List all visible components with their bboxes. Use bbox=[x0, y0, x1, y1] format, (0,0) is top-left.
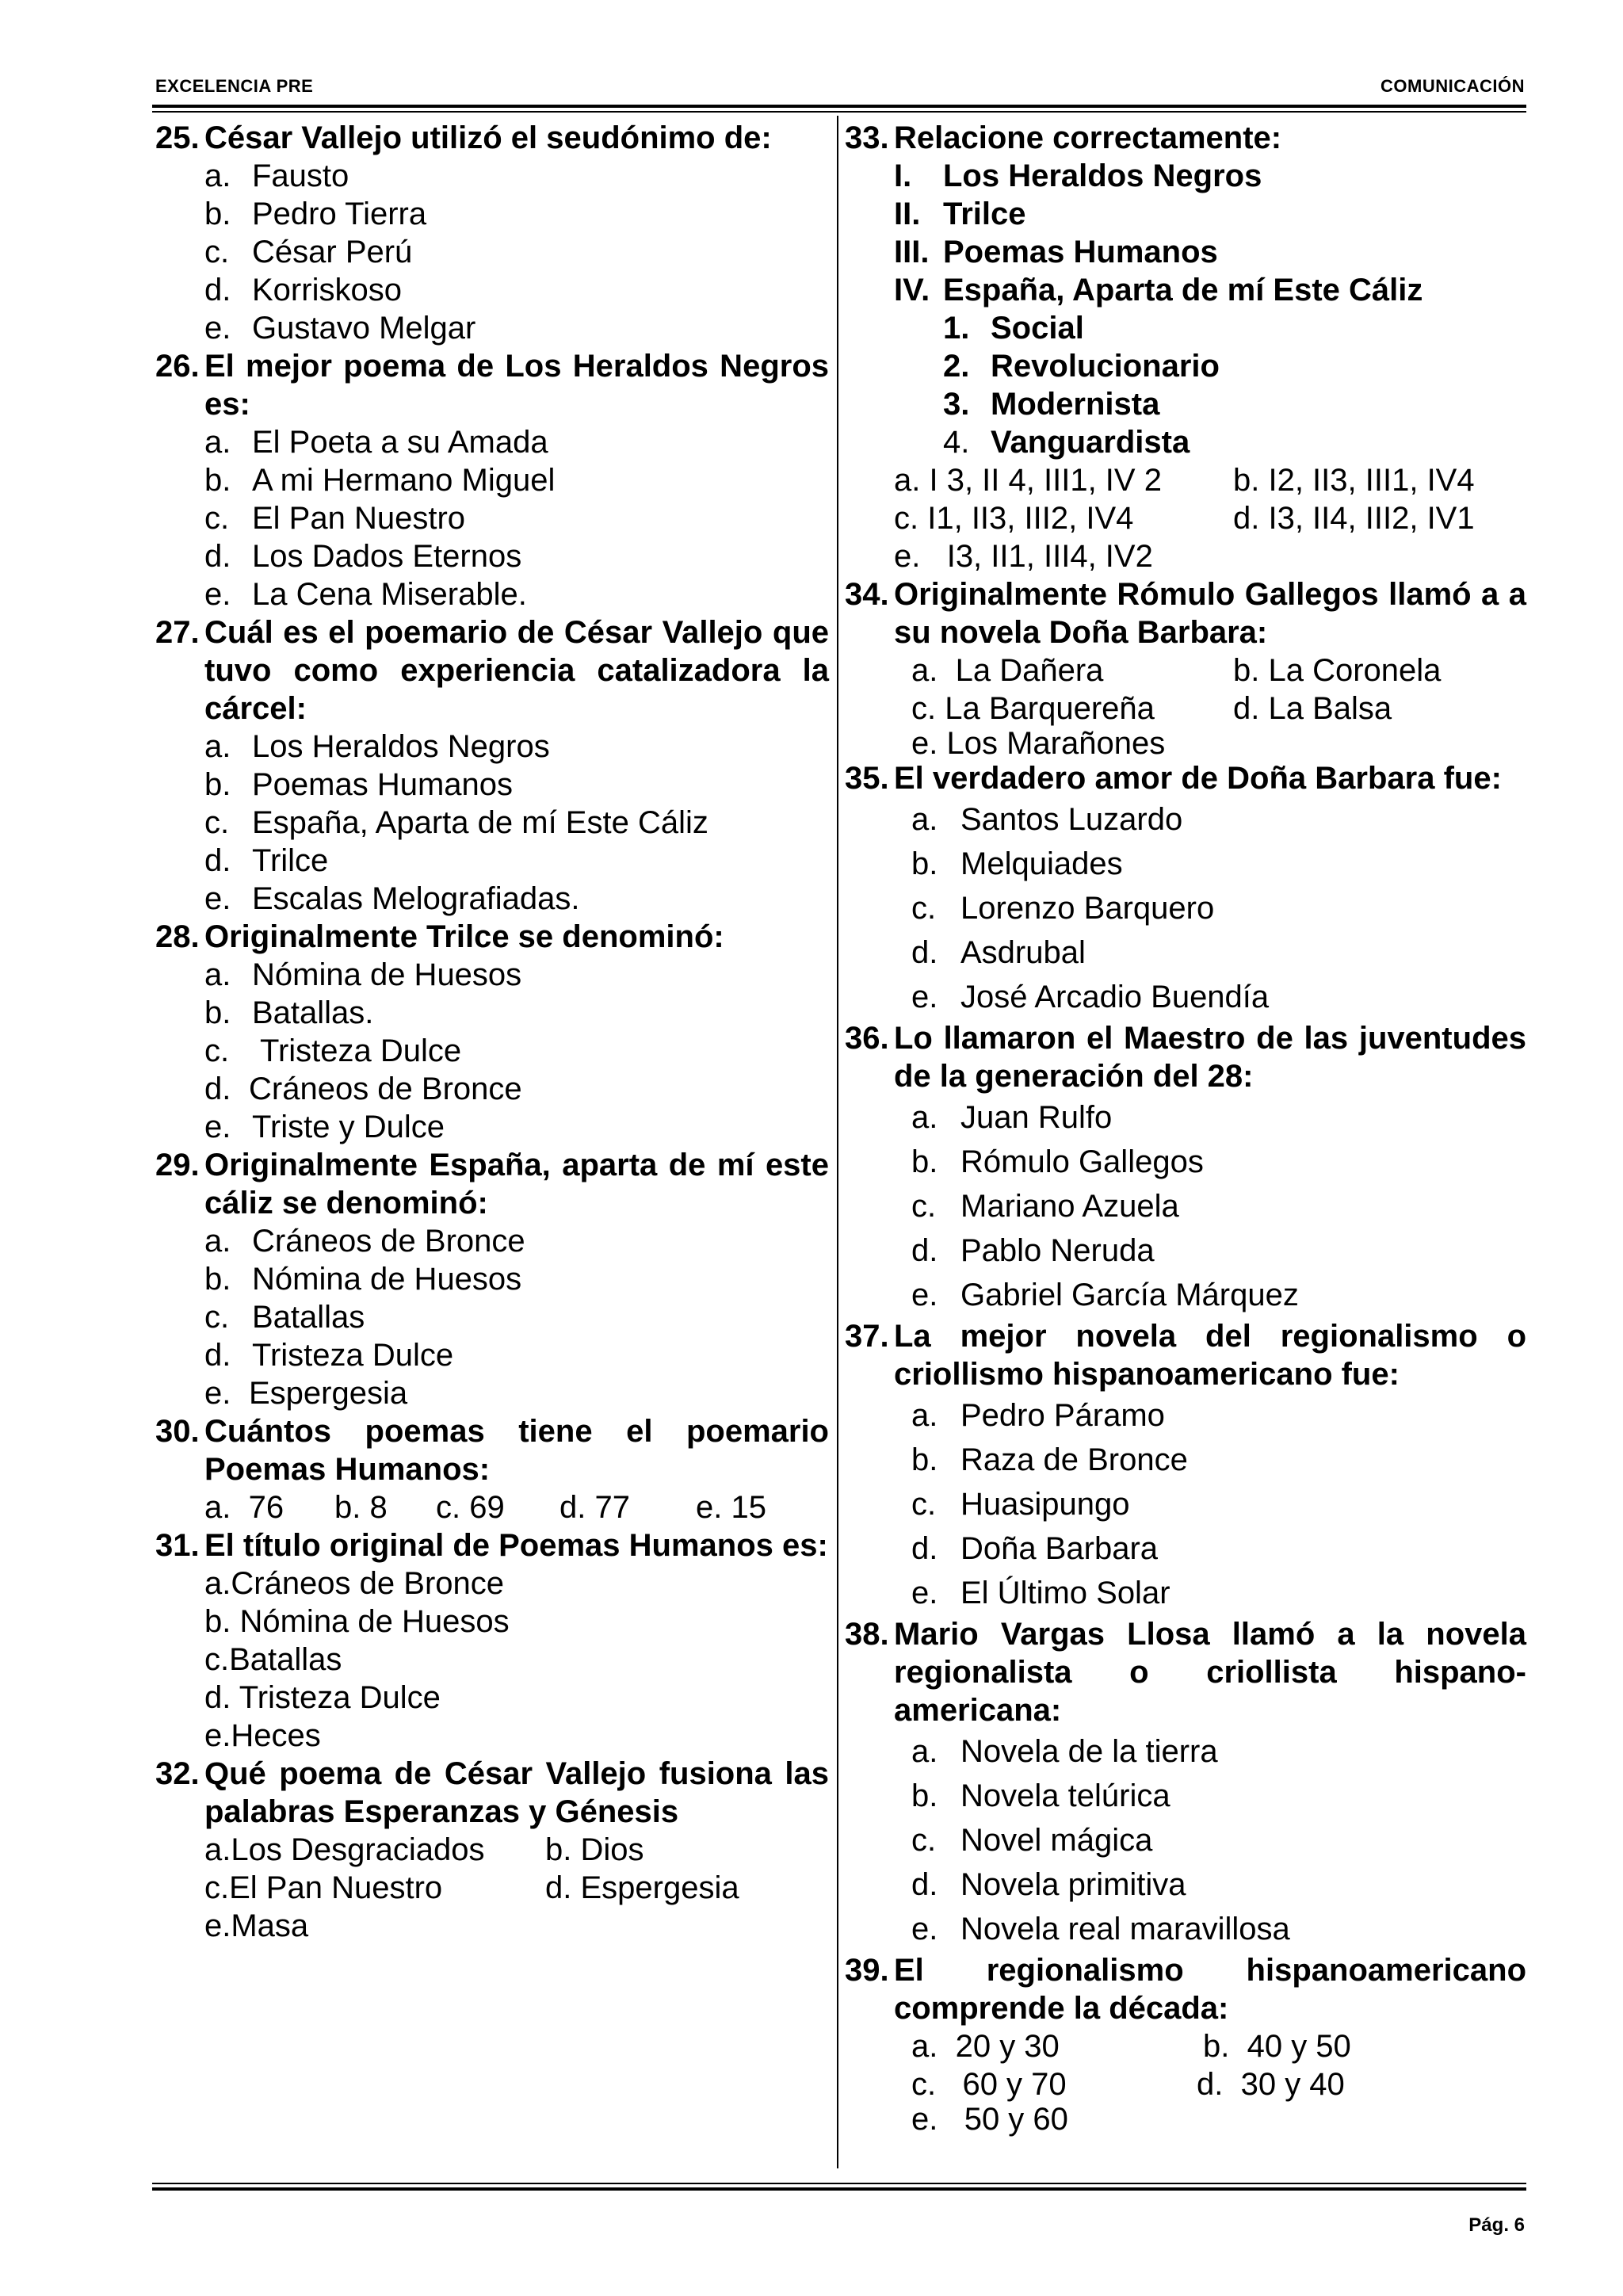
arabic-numeral: 2. bbox=[943, 349, 970, 384]
option-text: España, Aparta de mí Este Cáliz bbox=[252, 805, 708, 840]
option-c: c. I1, II3, III2, IV4 bbox=[894, 501, 1134, 536]
arabic-item: Revolucionario bbox=[991, 349, 1220, 384]
option-e: e. 50 y 60 bbox=[911, 2102, 1068, 2137]
question-text: Cuál es el poemario de César Vallejo que tuvo como experiencia catalizadora la cárcel: bbox=[204, 615, 829, 726]
header-left: EXCELENCIA PRE bbox=[155, 76, 314, 96]
option-text: Novela real maravillosa bbox=[960, 1912, 1290, 1946]
option-letter: e. bbox=[911, 1576, 938, 1610]
question-number: 35. bbox=[845, 761, 889, 796]
option-letter: e. bbox=[204, 1376, 231, 1411]
option-letter: a. bbox=[204, 957, 231, 992]
question-27 bbox=[155, 613, 829, 918]
option-d: d. I3, II4, III2, IV1 bbox=[1233, 501, 1475, 536]
question-text: Cuántos poemas tiene el poemario Poemas Humanos: bbox=[204, 1414, 829, 1487]
header-rule bbox=[152, 105, 1526, 108]
arabic-item: Vanguardista bbox=[991, 425, 1190, 460]
option-text: Nómina de Huesos bbox=[252, 957, 522, 992]
roman-item: Los Heraldos Negros bbox=[943, 159, 1262, 193]
question-text: El mejor poema de Los Heraldos Negros es: bbox=[204, 349, 829, 422]
question-33 bbox=[845, 119, 1526, 575]
question-number: 28. bbox=[155, 919, 200, 954]
option-text: Poemas Humanos bbox=[252, 767, 514, 802]
option-letter: a. bbox=[204, 425, 231, 460]
question-text: Qué poema de César Vallejo fusiona las palabras Esperanzas y Génesis bbox=[204, 1756, 829, 1829]
option-text: Korriskoso bbox=[252, 273, 402, 308]
option-c: c. 60 y 70 bbox=[911, 2067, 1067, 2102]
option-letter: e. bbox=[911, 1278, 938, 1312]
option-text: Gustavo Melgar bbox=[252, 311, 476, 346]
option-text: Novela telúrica bbox=[960, 1778, 1170, 1813]
question-number: 32. bbox=[155, 1756, 200, 1791]
arabic-numeral: 4. bbox=[943, 425, 970, 460]
option-text: Fausto bbox=[252, 159, 349, 193]
roman-item: España, Aparta de mí Este Cáliz bbox=[943, 273, 1423, 308]
option-letter: e. bbox=[911, 1912, 938, 1946]
question-28 bbox=[155, 918, 829, 1146]
arabic-numeral: 1. bbox=[943, 311, 970, 346]
option-b: b. 40 y 50 bbox=[1203, 2029, 1351, 2064]
question-number: 26. bbox=[155, 349, 200, 384]
option-text: Novela primitiva bbox=[960, 1867, 1186, 1902]
option-e: e. 15 bbox=[696, 1490, 766, 1525]
option-b: b. I2, II3, III1, IV4 bbox=[1233, 463, 1475, 498]
option-text: Cráneos de Bronce bbox=[252, 1224, 525, 1259]
option-letter: e. bbox=[204, 577, 231, 612]
arabic-item: Modernista bbox=[991, 387, 1160, 422]
option-e: e.Heces bbox=[204, 1718, 321, 1753]
option-letter: a. bbox=[911, 1734, 938, 1769]
question-text: Originalmente España, aparta de mí este cáliz se denominó: bbox=[204, 1148, 829, 1221]
option-text: César Perú bbox=[252, 235, 413, 269]
roman-numeral: I. bbox=[894, 159, 912, 193]
footer-rule-thin bbox=[152, 2183, 1526, 2184]
option-c: c. La Barquereña bbox=[911, 691, 1155, 726]
option-b: b. 8 bbox=[334, 1490, 388, 1525]
option-a: a. I 3, II 4, III1, IV 2 bbox=[894, 463, 1162, 498]
option-letter: a. bbox=[204, 159, 231, 193]
option-letter: d. bbox=[204, 273, 231, 308]
option-text: Batallas bbox=[252, 1300, 365, 1335]
option-letter: d. bbox=[911, 935, 938, 970]
question-text: Relacione correctamente: bbox=[894, 120, 1282, 155]
option-text: José Arcadio Buendía bbox=[960, 980, 1270, 1014]
option-text: Escalas Melografiadas. bbox=[252, 881, 580, 916]
option-text: Juan Rulfo bbox=[960, 1100, 1113, 1135]
option-text: Nómina de Huesos bbox=[252, 1262, 522, 1297]
option-text: Pablo Neruda bbox=[960, 1233, 1155, 1268]
option-text: Santos Luzardo bbox=[960, 802, 1183, 837]
left-column bbox=[155, 119, 829, 1945]
option-text: Cráneos de Bronce bbox=[249, 1072, 522, 1106]
question-text: El regionalismo hispanoamericano comprende la década: bbox=[894, 1953, 1526, 2026]
question-text: Originalmente Rómulo Gallegos llamó a a su novela Doña Barbara: bbox=[894, 577, 1526, 650]
option-letter: b. bbox=[204, 767, 231, 802]
question-text: Originalmente Trilce se denominó: bbox=[204, 919, 724, 954]
option-a: a.Cráneos de Bronce bbox=[204, 1566, 505, 1601]
question-38 bbox=[845, 1615, 1526, 1951]
option-d: d. Tristeza Dulce bbox=[204, 1680, 441, 1715]
option-letter: c. bbox=[911, 1189, 937, 1224]
option-text: El Poeta a su Amada bbox=[252, 425, 548, 460]
option-text: Novela de la tierra bbox=[960, 1734, 1218, 1769]
roman-numeral: II. bbox=[894, 197, 921, 231]
option-text: Tristeza Dulce bbox=[260, 1033, 462, 1068]
question-36 bbox=[845, 1019, 1526, 1317]
option-text: Los Heraldos Negros bbox=[252, 729, 550, 764]
option-letter: a. bbox=[911, 802, 938, 837]
option-letter: b. bbox=[204, 463, 231, 498]
option-text: Novel mágica bbox=[960, 1823, 1153, 1858]
option-text: Pedro Páramo bbox=[960, 1398, 1165, 1433]
option-letter: d. bbox=[911, 1531, 938, 1566]
option-letter: d. bbox=[204, 843, 231, 878]
option-d: d. Espergesia bbox=[545, 1870, 739, 1905]
roman-item: Trilce bbox=[943, 197, 1026, 231]
option-letter: b. bbox=[204, 995, 231, 1030]
question-39 bbox=[845, 1951, 1526, 2135]
option-letter: c. bbox=[911, 1823, 937, 1858]
option-c: c.El Pan Nuestro bbox=[204, 1870, 443, 1905]
question-number: 34. bbox=[845, 577, 889, 612]
roman-numeral: III. bbox=[894, 235, 930, 269]
option-text: Huasipungo bbox=[960, 1487, 1130, 1522]
roman-numeral: IV. bbox=[894, 273, 930, 308]
question-number: 27. bbox=[155, 615, 200, 650]
option-a: a. La Dañera bbox=[911, 653, 1104, 688]
arabic-item: Social bbox=[991, 311, 1084, 346]
question-text: El verdadero amor de Doña Barbara fue: bbox=[894, 761, 1502, 796]
footer-rule bbox=[152, 2187, 1526, 2191]
option-text: Melquiades bbox=[960, 846, 1123, 881]
option-d: d. 77 bbox=[559, 1490, 630, 1525]
option-text: Doña Barbara bbox=[960, 1531, 1159, 1566]
option-text: Trilce bbox=[252, 843, 329, 878]
option-d: d. 30 y 40 bbox=[1197, 2067, 1345, 2102]
header-right: COMUNICACIÓN bbox=[1381, 76, 1525, 96]
option-letter: c. bbox=[204, 501, 230, 536]
option-letter: c. bbox=[204, 1033, 230, 1068]
question-31 bbox=[155, 1526, 829, 1755]
question-text: El título original de Poemas Humanos es: bbox=[204, 1528, 828, 1563]
question-number: 30. bbox=[155, 1414, 200, 1449]
option-b: b. La Coronela bbox=[1233, 653, 1442, 688]
question-number: 25. bbox=[155, 120, 200, 155]
option-text: El Pan Nuestro bbox=[252, 501, 466, 536]
option-letter: e. bbox=[911, 980, 938, 1014]
page-number: Pág. 6 bbox=[1468, 2214, 1525, 2236]
right-column bbox=[845, 119, 1526, 2135]
option-text: Los Dados Eternos bbox=[252, 539, 522, 574]
question-35 bbox=[845, 759, 1526, 1019]
option-letter: b. bbox=[204, 1262, 231, 1297]
option-letter: b. bbox=[911, 846, 938, 881]
option-letter: b. bbox=[911, 1442, 938, 1477]
option-text: Lorenzo Barquero bbox=[960, 891, 1215, 926]
option-a: a.Los Desgraciados bbox=[204, 1832, 485, 1867]
option-text: Gabriel García Márquez bbox=[960, 1278, 1299, 1312]
option-letter: b. bbox=[911, 1778, 938, 1813]
option-c: c. 69 bbox=[436, 1490, 505, 1525]
column-divider bbox=[837, 116, 838, 2168]
question-25 bbox=[155, 119, 829, 347]
option-b: b. Dios bbox=[545, 1832, 644, 1867]
question-number: 29. bbox=[155, 1148, 200, 1182]
option-text: Espergesia bbox=[249, 1376, 408, 1411]
option-e: e. I3, II1, III4, IV2 bbox=[894, 539, 1153, 574]
option-text: Rómulo Gallegos bbox=[960, 1144, 1204, 1179]
question-text: La mejor novela del regionalismo o criollismo hispanoamericano fue: bbox=[894, 1319, 1526, 1392]
option-letter: d. bbox=[204, 1072, 231, 1106]
option-letter: c. bbox=[204, 805, 230, 840]
question-text: Mario Vargas Llosa llamó a la novela regionalista o criollista hispano-americana: bbox=[894, 1617, 1526, 1728]
option-text: Tristeza Dulce bbox=[252, 1338, 454, 1373]
option-text: Triste y Dulce bbox=[252, 1110, 445, 1144]
option-letter: a. bbox=[204, 1224, 231, 1259]
question-37 bbox=[845, 1317, 1526, 1615]
option-letter: c. bbox=[911, 1487, 937, 1522]
option-c: c.Batallas bbox=[204, 1642, 342, 1677]
option-a: a. 20 y 30 bbox=[911, 2029, 1060, 2064]
question-29 bbox=[155, 1146, 829, 1412]
option-letter: a. bbox=[204, 729, 231, 764]
option-text: Asdrubal bbox=[960, 935, 1086, 970]
option-letter: d. bbox=[204, 539, 231, 574]
question-number: 38. bbox=[845, 1617, 889, 1652]
question-number: 33. bbox=[845, 120, 889, 155]
option-d: d. La Balsa bbox=[1233, 691, 1392, 726]
option-a: a. 76 bbox=[204, 1490, 285, 1525]
option-letter: e. bbox=[204, 1110, 231, 1144]
option-letter: c. bbox=[911, 891, 937, 926]
question-number: 31. bbox=[155, 1528, 200, 1563]
option-letter: a. bbox=[911, 1100, 938, 1135]
option-e: e. Los Marañones bbox=[911, 726, 1166, 761]
option-text: A mi Hermano Miguel bbox=[252, 463, 556, 498]
option-text: Pedro Tierra bbox=[252, 197, 427, 231]
option-letter: e. bbox=[204, 311, 231, 346]
option-text: Batallas. bbox=[252, 995, 374, 1030]
header-rule-thin bbox=[152, 111, 1526, 113]
question-number: 36. bbox=[845, 1021, 889, 1056]
question-number: 39. bbox=[845, 1953, 889, 1988]
option-letter: d. bbox=[911, 1867, 938, 1902]
arabic-numeral: 3. bbox=[943, 387, 970, 422]
option-letter: b. bbox=[911, 1144, 938, 1179]
question-number: 37. bbox=[845, 1319, 889, 1354]
option-letter: d. bbox=[911, 1233, 938, 1268]
option-text: La Cena Miserable. bbox=[252, 577, 527, 612]
question-text: César Vallejo utilizó el seudónimo de: bbox=[204, 120, 772, 155]
question-26 bbox=[155, 347, 829, 613]
option-e: e.Masa bbox=[204, 1908, 309, 1943]
option-letter: c. bbox=[204, 235, 230, 269]
option-letter: a. bbox=[911, 1398, 938, 1433]
question-32 bbox=[155, 1755, 829, 1945]
option-text: Mariano Azuela bbox=[960, 1189, 1179, 1224]
option-b: b. Nómina de Huesos bbox=[204, 1604, 510, 1639]
question-text: Lo llamaron el Maestro de las juventudes de la generación del 28: bbox=[894, 1021, 1526, 1094]
option-text: Raza de Bronce bbox=[960, 1442, 1188, 1477]
question-34 bbox=[845, 575, 1526, 759]
question-30 bbox=[155, 1412, 829, 1526]
option-letter: d. bbox=[204, 1338, 231, 1373]
option-text: El Último Solar bbox=[960, 1576, 1170, 1610]
option-letter: b. bbox=[204, 197, 231, 231]
option-letter: c. bbox=[204, 1300, 230, 1335]
option-letter: e. bbox=[204, 881, 231, 916]
roman-item: Poemas Humanos bbox=[943, 235, 1218, 269]
